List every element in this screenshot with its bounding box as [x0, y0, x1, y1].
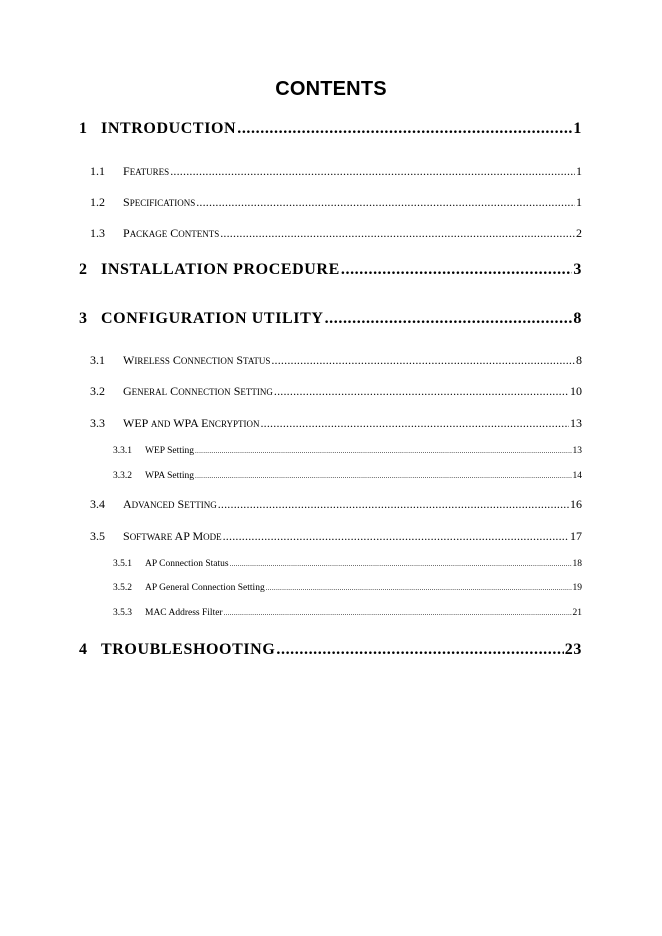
toc-entry-page: 1 [573, 120, 582, 137]
toc-entry-wireless-connection-status[interactable] [90, 353, 582, 368]
toc-entry-page: 19 [572, 583, 582, 593]
toc-entry-number: 3.1 [90, 353, 105, 367]
toc-entry-number: 3 [79, 310, 88, 327]
toc-entry-page: 10 [570, 384, 582, 398]
toc-entry-page: 17 [570, 529, 582, 543]
toc-leader-dots [223, 529, 569, 544]
toc-leader-dots [325, 310, 573, 328]
toc-entry-page: 14 [572, 471, 582, 481]
toc-entry-page: 1 [576, 164, 582, 178]
toc-entry-troubleshooting[interactable] [79, 641, 582, 659]
toc-entry-label: INSTALLATION PROCEDURE [101, 261, 340, 278]
toc-entry-number: 3.5.1 [113, 559, 132, 569]
toc-entry-number: 1 [79, 120, 88, 137]
toc-entry-number: 3.5.2 [113, 583, 132, 593]
toc-leader-dots [271, 353, 575, 368]
page-title: CONTENTS [275, 78, 387, 100]
toc-leader-dots [195, 447, 572, 455]
toc-entry-page: 1 [576, 195, 582, 209]
toc-leader-dots [170, 164, 575, 179]
toc-entry-label: WIRELESS CONNECTION STATUS [123, 353, 271, 367]
toc-entry-package-contents[interactable] [90, 226, 582, 241]
toc-leader-dots [341, 261, 573, 279]
toc-entry-page: 18 [572, 559, 582, 569]
toc-entry-label: WPA Setting [145, 471, 195, 481]
toc-entry-page: 13 [570, 416, 582, 430]
toc-entry-label: CONFIGURATION UTILITY [101, 310, 324, 327]
toc-leader-dots [276, 641, 563, 659]
toc-entry-label: GENERAL CONNECTION SETTING [123, 384, 273, 398]
toc-entry-number: 1.2 [90, 195, 105, 209]
toc-entry-specifications[interactable] [90, 195, 582, 210]
toc-entry-page: 8 [573, 310, 582, 327]
toc-entry-number: 1.1 [90, 164, 105, 178]
toc-entry-software-ap-mode[interactable] [90, 529, 582, 544]
toc-entry-number: 3.5.3 [113, 608, 132, 618]
toc-entry-advanced-setting[interactable] [90, 497, 582, 512]
toc-entry-wep-setting[interactable] [113, 446, 582, 456]
toc-entry-label: AP General Connection Setting [145, 583, 265, 593]
toc-entry-number: 4 [79, 641, 88, 658]
toc-entry-page: 13 [572, 446, 582, 456]
toc-leader-dots [230, 560, 572, 568]
toc-entry-label: WEP Setting [145, 446, 194, 456]
toc-leader-dots [195, 472, 571, 480]
toc-leader-dots [237, 120, 572, 138]
toc-entry-label: FEATURES [123, 164, 170, 178]
toc-entry-label: TROUBLESHOOTING [101, 641, 276, 658]
toc-entry-general-connection-setting[interactable] [90, 384, 582, 399]
toc-entry-features[interactable] [90, 164, 582, 179]
toc-entry-number: 3.3.1 [113, 446, 132, 456]
toc-entry-label: SPECIFICATIONS [123, 195, 196, 209]
toc-entry-number: 3.2 [90, 384, 105, 398]
toc-leader-dots [220, 226, 575, 241]
toc-entry-label: SOFTWARE AP MODE [123, 529, 222, 543]
toc-entry-wep-wpa-encryption[interactable] [90, 416, 582, 431]
toc-entry-number: 1.3 [90, 226, 105, 240]
toc-entry-label: PACKAGE CONTENTS [123, 226, 220, 240]
toc-entry-label: WEP AND WPA ENCRYPTION [123, 416, 260, 430]
toc-leader-dots [218, 497, 569, 512]
toc-entry-number: 3.4 [90, 497, 105, 511]
toc-entry-installation-procedure[interactable] [79, 261, 582, 279]
toc-leader-dots [260, 416, 569, 431]
toc-leader-dots [274, 384, 569, 399]
toc-entry-mac-address-filter[interactable] [113, 608, 582, 618]
toc-entry-page: 23 [564, 641, 582, 658]
toc-entry-label: INTRODUCTION [101, 120, 237, 137]
toc-entry-page: 16 [570, 497, 582, 511]
toc-entry-page: 3 [573, 261, 582, 278]
toc-entry-number: 3.5 [90, 529, 105, 543]
toc-leader-dots [196, 195, 575, 210]
toc-entry-ap-general-connection-setting[interactable] [113, 583, 582, 593]
toc-entry-label: AP Connection Status [145, 559, 229, 569]
toc-entry-number: 3.3.2 [113, 471, 132, 481]
toc-entry-page: 21 [572, 608, 582, 618]
toc-entry-wpa-setting[interactable] [113, 471, 582, 481]
toc-entry-page: 2 [576, 226, 582, 240]
toc-leader-dots [266, 584, 572, 592]
toc-entry-ap-connection-status[interactable] [113, 559, 582, 569]
toc-entry-page: 8 [576, 353, 582, 367]
toc-leader-dots [224, 609, 572, 617]
toc-entry-number: 2 [79, 261, 88, 278]
toc-entry-number: 3.3 [90, 416, 105, 430]
toc-entry-configuration-utility[interactable] [79, 310, 582, 328]
toc-entry-label: MAC Address Filter [145, 608, 223, 618]
toc-entry-introduction[interactable] [79, 120, 582, 138]
toc-entry-label: ADVANCED SETTING [123, 497, 217, 511]
